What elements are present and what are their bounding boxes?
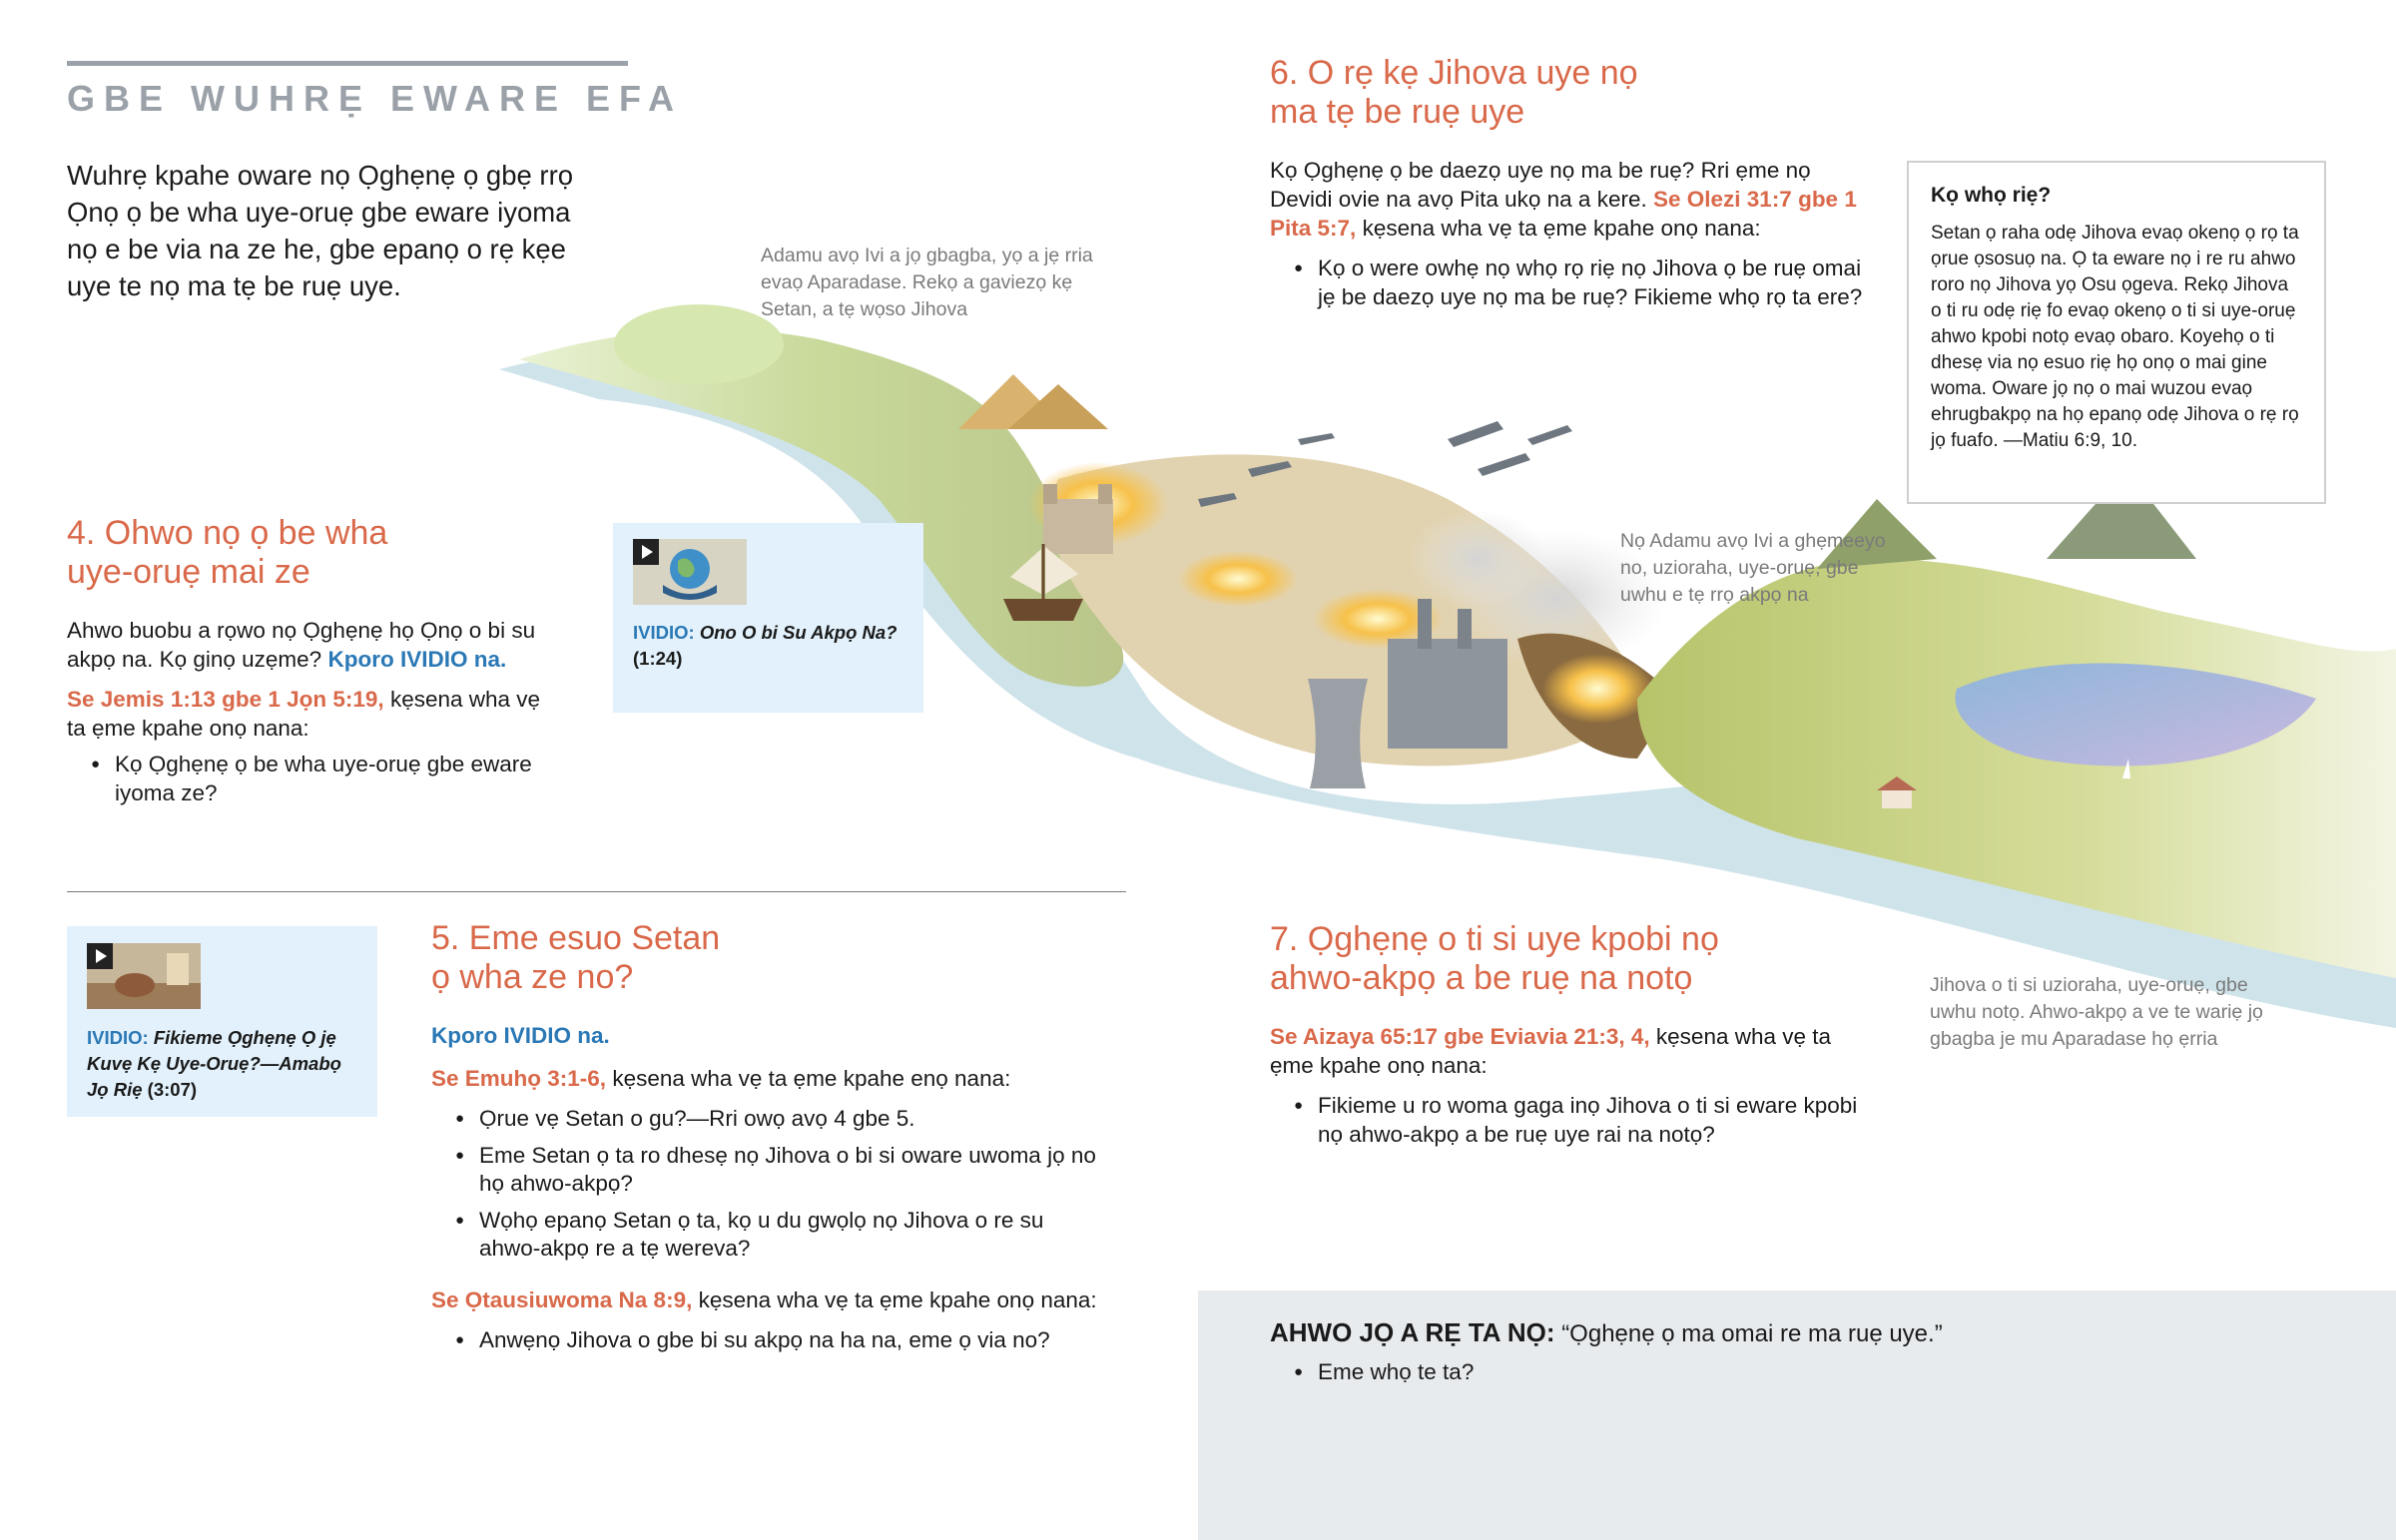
video-thumbnail-globe[interactable]: [633, 539, 747, 605]
section-5-read-instruction-2: Se Ọtausiuwoma Na 8:9, kẹsena wha vẹ ta ẹme kpahe onọ nana:: [431, 1286, 1097, 1312]
question-item: ● Ọrue vẹ Setan o gu?—Rri owọ avọ 4 gbe 5.: [479, 1105, 1110, 1134]
section-6-questions: [1270, 255, 1879, 311]
play-icon[interactable]: [87, 943, 113, 969]
some-people-say-box: [1198, 1290, 2396, 1540]
caption-paradise-lost: Adamu avọ Ivi a jọ gbagba, yọ a jẹ rria evaọ Aparadase. Rekọ a gaviezọ kẹ Setan, a tẹ wọso Jihova: [761, 245, 1093, 320]
scripture-reference-link[interactable]: Se Jemis 1:13 gbe 1 Jọn 5:19,: [67, 687, 384, 712]
section-5-read-instruction-1: Se Emuhọ 3:1-6, kẹsena wha vẹ ta ẹme kpahe enọ nana:: [431, 1066, 1011, 1091]
scripture-reference-link[interactable]: Se Aizaya 65:17 gbe Eviavia 21:3, 4,: [1270, 1024, 1650, 1049]
section-5: [431, 919, 1110, 1362]
section-4-title: 4. Ohwo nọ ọ be wha uye-oruẹ mai ze: [67, 514, 388, 591]
section-4-video-card[interactable]: [613, 523, 923, 713]
section-5-video-caption: IVIDIO: Fikieme Ọghẹnẹ Ọ jẹ Kuvẹ Kẹ Uye-Oruẹ?—Amabọ Jọ Riẹ (3:07): [87, 1027, 341, 1100]
caption-paradise-restored: Jihova o ti si uzioraha, uye-oruẹ, gbe uwhu notọ. Ahwo-akpọ a ve te wariẹ jọ gbagba je mu Aparadase họ ẹrria: [1930, 974, 2263, 1050]
question-item: ● Eme whọ te ta?: [1318, 1358, 1474, 1387]
scripture-reference-link[interactable]: Se Ọtausiuwoma Na 8:9,: [431, 1286, 693, 1312]
did-you-know-box: [1907, 161, 2326, 504]
question-item: ● Kọ o were owhẹ nọ whọ rọ riẹ nọ Jihova ọ be ruẹ omai jẹ be daezọ uye nọ ma be ruẹ? Fikieme whọ rọ ta ere?: [1318, 255, 1879, 311]
section-4-paragraph: Ahwo buobu a rọwo nọ Ọghẹnẹ họ Ọnọ o bi su akpọ na. Kọ ginọ uzẹme? Kporo IVIDIO na.: [67, 618, 536, 672]
section-7-read-instruction: Se Aizaya 65:17 gbe Eviavia 21:3, 4, kẹsena wha vẹ ta ẹme kpahe onọ nana:: [1270, 1024, 1832, 1078]
caption-sin-consequences: Nọ Adamu avọ Ivi a ghẹmeeyo no, uzioraha, uye-oruẹ, gbe uwhu e tẹ rrọ akpọ na: [1620, 530, 1886, 606]
some-people-say-questions: [1270, 1358, 1474, 1395]
section-4-video-caption: IVIDIO: Ono O bi Su Akpọ Na? (1:24): [633, 622, 898, 669]
section-4: [67, 514, 556, 815]
section-5-questions-1: [431, 1105, 1110, 1264]
section-5-questions-2: [431, 1326, 1110, 1355]
question-item: ● Kọ Ọghẹnẹ ọ be wha uye-oruẹ gbe eware iyoma ze?: [115, 751, 556, 807]
play-icon[interactable]: [633, 539, 659, 565]
video-thumbnail-eden[interactable]: [87, 943, 201, 1009]
section-5-title: 5. Eme esuo Setan ọ wha ze no?: [431, 919, 721, 996]
scripture-reference-link[interactable]: Se Emuhọ 3:1-6,: [431, 1066, 607, 1091]
section-4-read-instruction: Se Jemis 1:13 gbe 1 Jọn 5:19, kẹsena wha vẹ ta ẹme kpahe onọ nana:: [67, 687, 541, 741]
section-4-questions: [67, 751, 556, 807]
question-item: ● Wọhọ epanọ Setan ọ ta, kọ u du gwọlọ nọ Jihova o re su ahwo-akpọ re a tẹ wereva?: [479, 1207, 1110, 1264]
section-divider: [67, 891, 1126, 892]
section-6: [1270, 54, 1879, 319]
section-7: [1270, 920, 1879, 1157]
scripture-reference-link[interactable]: Se Olezi 31:7 gbe 1 Pita 5:7,: [1270, 187, 1857, 241]
section-7-questions: [1270, 1092, 1879, 1149]
did-you-know-title: Kọ whọ riẹ?: [1931, 184, 2052, 207]
question-item: ● Anwẹnọ Jihova o gbe bi su akpọ na ha na, eme ọ via no?: [479, 1326, 1110, 1355]
did-you-know-text: Setan ọ raha odẹ Jihova evaọ okenọ ọ rọ ta ọrue ọsosuọ na. Ọ ta eware nọ i re ru ahwo roro nọ Jihova yọ Osu ọgeva. Rekọ Jihova o ti ru odẹ riẹ fo evaọ okenọ o ti si uye-oruẹ ahwo kpobi notọ evaọ obaro. Koyehọ o ti dhesẹ via nọ esuo riẹ họ onọ o mai gine woma. Oware jọ nọ o mai wuzou evaọ ehrugbakpọ na họ epanọ odẹ Jihova o rẹ rọ jọ fuafo. —Matiu 6:9, 10.: [1931, 223, 2299, 451]
watch-video-link[interactable]: Kporo IVIDIO na.: [327, 647, 507, 672]
watch-video-link[interactable]: Kporo IVIDIO na.: [431, 1023, 610, 1048]
section-5-video-card[interactable]: [67, 926, 377, 1117]
question-item: ● Eme Setan ọ ta ro dhesẹ nọ Jihova o bi si oware uwoma jọ no họ ahwo-akpọ?: [479, 1142, 1110, 1199]
question-item: ● Fikieme u ro woma gaga inọ Jihova o ti si eware kpobi nọ ahwo-akpọ a be ruẹ uye rai na notọ?: [1318, 1092, 1879, 1149]
section-6-paragraph: Kọ Ọghẹnẹ ọ be daezọ uye nọ ma be ruẹ? Rri ẹme nọ Devidi ovie na avọ Pita ukọ na a kere. Se Olezi 31:7 gbe 1 Pita 5:7, kẹsena wha vẹ ta ẹme kpahe onọ nana:: [1270, 158, 1857, 241]
intro-text: Wuhrẹ kpahe oware nọ Ọghẹnẹ ọ gbẹ rrọ Ọnọ ọ be wha uye-oruẹ gbe eware iyoma nọ e be via na ze he, gbe epanọ o rẹ kẹe uye te nọ ma tẹ be ruẹ uye.: [67, 160, 574, 301]
section-6-title: 6. O rẹ kẹ Jihova uye nọ ma tẹ be ruẹ uye: [1270, 54, 1638, 131]
section-header-title: GBE WUHRẸ EWARE EFA: [67, 78, 684, 119]
section-7-title: 7. Ọghẹnẹ o ti si uye kpobi nọ ahwo-akpọ a be ruẹ na notọ: [1270, 920, 1719, 997]
some-people-say-statement: AHWO JỌ A RẸ TA NỌ: “Ọghẹnẹ ọ ma omai re ma ruẹ uye.”: [1270, 1317, 1943, 1347]
